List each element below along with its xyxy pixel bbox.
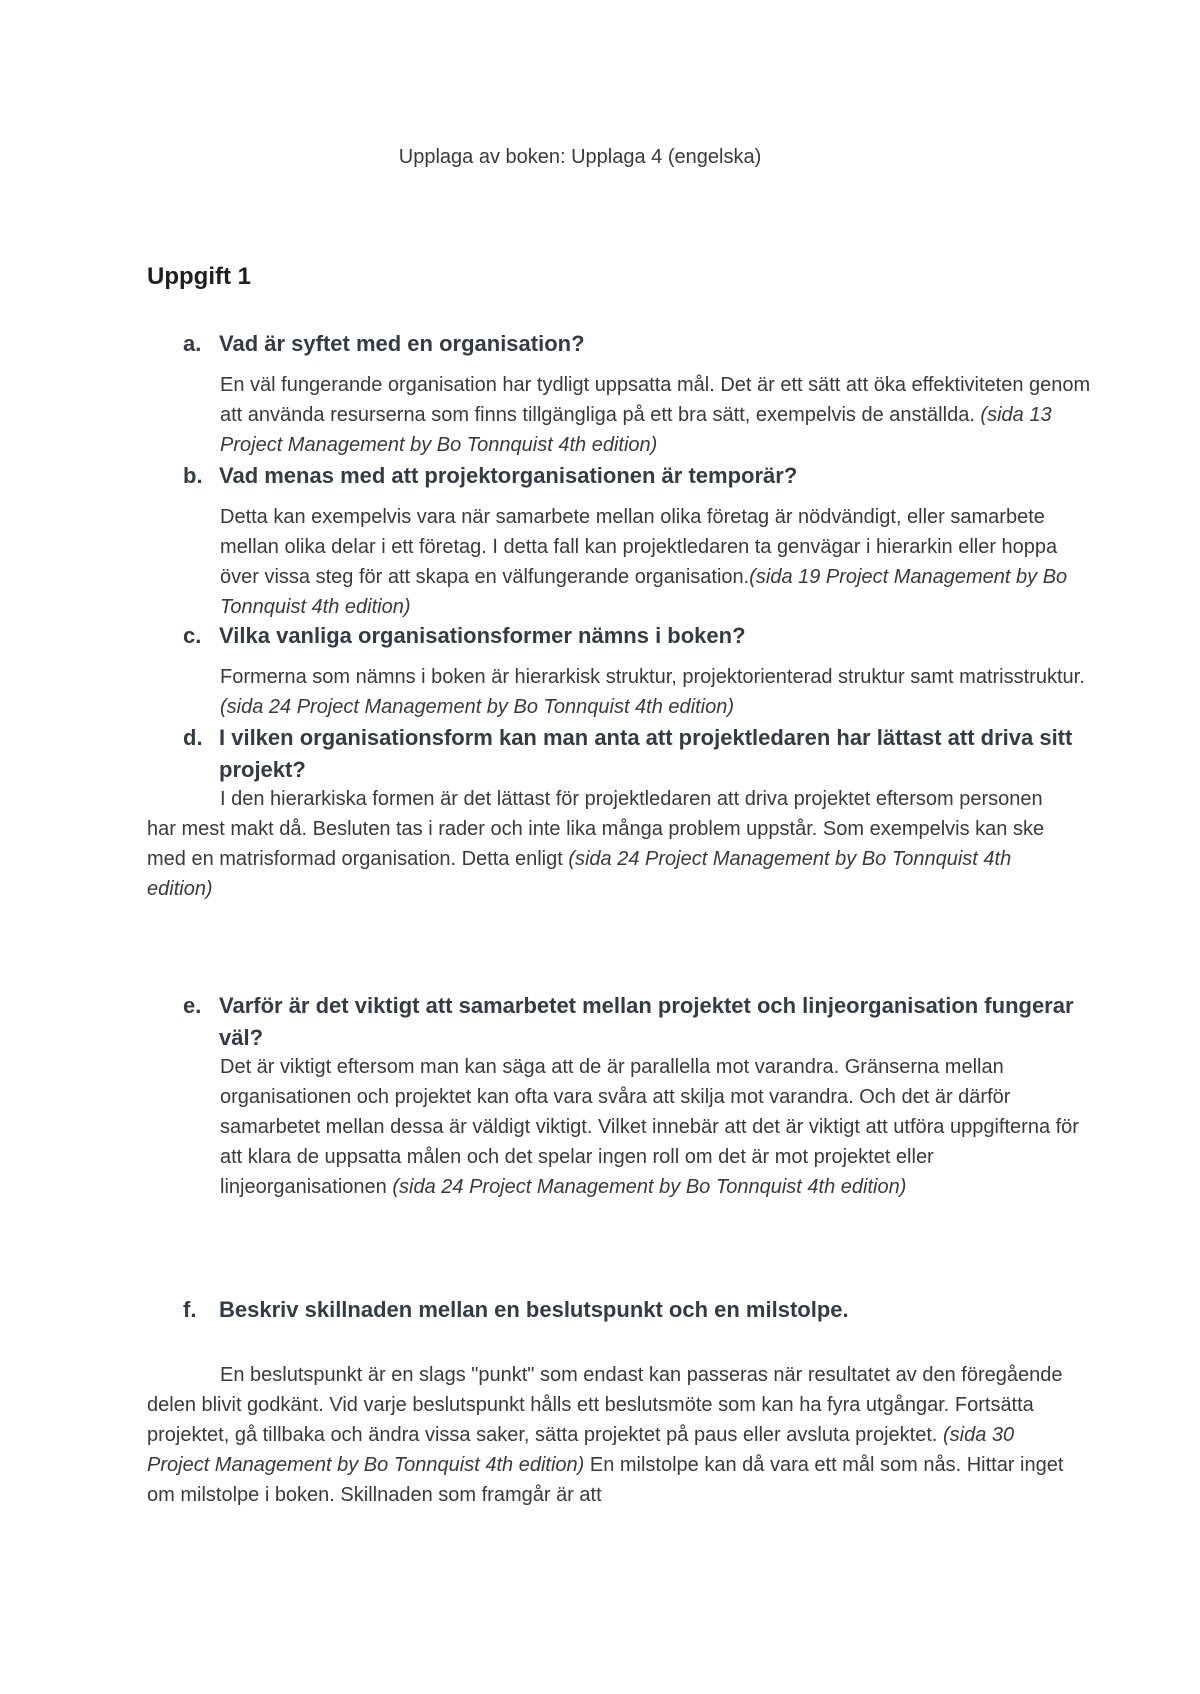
question-text: Beskriv skillnaden mellan en beslutspunkt och en milstolpe.: [219, 1297, 849, 1322]
question-letter: d.: [183, 725, 203, 750]
question-letter: b.: [183, 463, 203, 488]
answer-text: Detta kan exempelvis vara när samarbete mellan olika företag är nödvändigt, eller samarbete mellan olika delar i ett företag. I detta fall kan projektledaren ta genvägar i hierarkin eller hoppa över vissa steg för att skapa en välfungerande organisation.: [220, 506, 1058, 588]
question-letter: e.: [183, 993, 202, 1018]
reference-citation: (sida 24 Project Management by Bo Tonnquist 4th edition): [386, 1176, 907, 1198]
question-text: Vad är syftet med en organisation?: [219, 331, 585, 356]
edition-line: Upplaga av boken: Upplaga 4 (engelska): [398, 146, 762, 168]
question-letter: f.: [183, 1297, 197, 1322]
reference-citation: (sida 24 Project Management by Bo Tonnquist 4th edition): [147, 848, 1012, 900]
question-a: [183, 328, 1089, 360]
question-text: Varför är det viktigt att samarbetet mellan projektet och linjeorganisation fungerar väl?: [219, 993, 1074, 1050]
reference-citation: (sida 13 Project Management by Bo Tonnquist 4th edition): [220, 404, 1052, 456]
answer-text: En beslutspunkt är en slags "punkt" som endast kan passeras när resultatet av den föregående delen blivit godkänt. Vid varje beslutspunkt hålls ett beslutsmöte som kan ha fyra utgångar. Fortsätta projektet, gå tillbaka och ändra vissa saker, sätta projektet på paus eller avsluta projektet.: [147, 1364, 1063, 1446]
question-e: [183, 990, 1089, 1054]
section-heading: Uppgift 1: [147, 263, 251, 290]
question-text: Vilka vanliga organisationsformer nämns i boken?: [219, 623, 746, 648]
question-letter: a.: [183, 331, 202, 356]
question-letter: c.: [183, 623, 202, 648]
answer-d: [147, 784, 1067, 904]
answer-b: [220, 502, 1100, 622]
answer-c: [220, 662, 1100, 722]
reference-citation: (sida 24 Project Management by Bo Tonnquist 4th edition): [220, 696, 735, 718]
question-f: [183, 1294, 1089, 1326]
answer-f: [147, 1360, 1067, 1510]
answer-text-continued: En milstolpe kan då vara ett mål som nås. Hittar inget om milstolpe i boken. Skillnaden som framgår är att: [147, 1454, 1064, 1506]
question-d: [183, 722, 1089, 786]
answer-a: [220, 370, 1100, 460]
answer-e: [220, 1052, 1100, 1202]
answer-text: I den hierarkiska formen är det lättast för projektledaren att driva projektet eftersom personen har mest makt då. Besluten tas i rader och inte lika många problem uppstår. Som exempelvis kan ske med en matrisformad organisation. Detta enligt: [147, 788, 1045, 870]
reference-citation: (sida 30 Project Management by Bo Tonnquist 4th edition): [147, 1424, 1015, 1476]
question-text: Vad menas med att projektorganisationen är temporär?: [219, 463, 798, 488]
question-b: [183, 460, 1089, 492]
answer-text: Det är viktigt eftersom man kan säga att de är parallella mot varandra. Gränserna mellan organisationen och projektet kan ofta vara svåra att skilja mot varandra. Och det är därför samarbetet mellan dessa är väldigt viktigt. Vilket innebär att det är viktigt att utföra uppgifterna för att klara de uppsatta målen och det spelar ingen roll om det är mot projektet eller linjeorganisationen: [220, 1056, 1079, 1198]
answer-text: Formerna som nämns i boken är hierarkisk struktur, projektorienterad struktur samt matrisstruktur.: [220, 666, 1085, 688]
answer-text: En väl fungerande organisation har tydligt uppsatta mål. Det är ett sätt att öka effektiviteten genom att använda resurserna som finns tillgängliga på ett bra sätt, exempelvis de anställda.: [220, 374, 1091, 426]
reference-citation: (sida 19 Project Management by Bo Tonnquist 4th edition): [220, 566, 1068, 618]
question-text: I vilken organisationsform kan man anta att projektledaren har lättast att driva sitt projekt?: [219, 725, 1073, 782]
question-c: [183, 620, 1089, 652]
